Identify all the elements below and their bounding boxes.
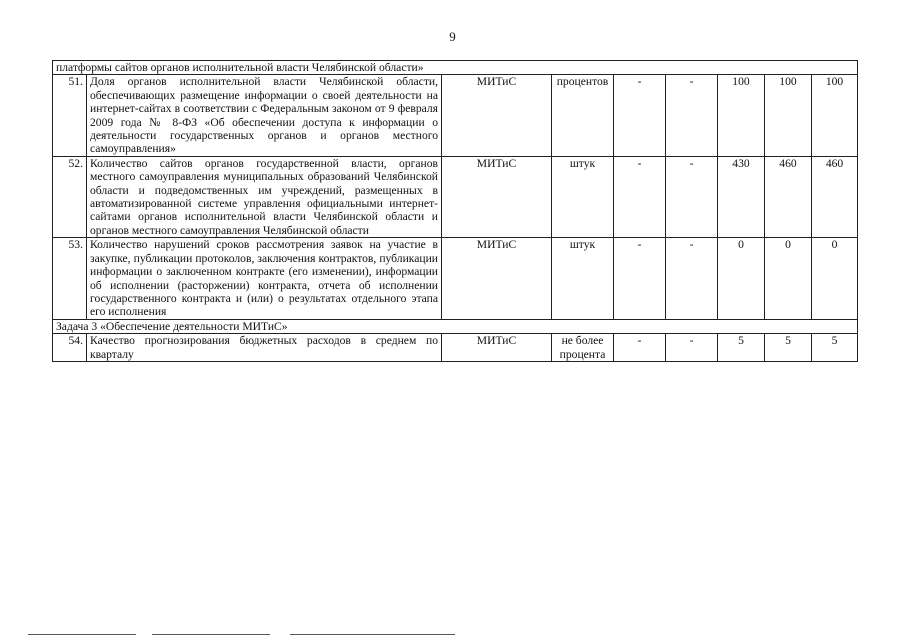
page-number: 9 <box>449 29 456 44</box>
indicator-description: Количество нарушений сроков рассмотрения заявок на участие в закупке, публикации протоколов, заключения контрактов, публикации информации о заключенном контракте (его изменении), информации об исполнении (расторжении) контракта, отчета об исполнении государственного контракта и (или) о результатах отдельного этапа его исполнения <box>87 238 442 319</box>
unit: процентов <box>552 75 614 156</box>
table-row <box>53 334 858 362</box>
row-number: 52. <box>53 156 87 237</box>
responsible: МИТиС <box>442 156 552 237</box>
row-number: 53. <box>53 238 87 319</box>
indicator-description: Качество прогнозирования бюджетных расходов в среднем по кварталу <box>87 334 442 362</box>
table-row-continuation <box>53 61 858 75</box>
value-col-3: 0 <box>718 238 765 319</box>
row-number: 54. <box>53 334 87 362</box>
unit: штук <box>552 238 614 319</box>
value-col-5: 100 <box>812 75 858 156</box>
table-row <box>53 156 858 237</box>
value-col-3: 5 <box>718 334 765 362</box>
table-row-section <box>53 319 858 333</box>
value-col-3: 100 <box>718 75 765 156</box>
table-row <box>53 75 858 156</box>
value-col-5: 0 <box>812 238 858 319</box>
value-col-2: - <box>666 334 718 362</box>
value-col-5: 460 <box>812 156 858 237</box>
responsible: МИТиС <box>442 334 552 362</box>
unit: штук <box>552 156 614 237</box>
footer-divider <box>28 634 136 635</box>
value-col-1: - <box>614 334 666 362</box>
continuation-text: платформы сайтов органов исполнительной власти Челябинской области» <box>53 61 858 75</box>
value-col-1: - <box>614 156 666 237</box>
value-col-4: 0 <box>765 238 812 319</box>
value-col-1: - <box>614 75 666 156</box>
unit: не более процента <box>552 334 614 362</box>
responsible: МИТиС <box>442 238 552 319</box>
table-row <box>53 238 858 319</box>
value-col-2: - <box>666 156 718 237</box>
value-col-5: 5 <box>812 334 858 362</box>
footer-divider <box>290 634 455 635</box>
indicator-description: Количество сайтов органов государственной власти, органов местного самоуправления муниципальных образований Челябинской области и подведомственных им учреждений, размещенных в автоматизированной системе управления официальными интернет-сайтами органов исполнительной власти Челябинской области и органов местного самоуправления Челябинской области <box>87 156 442 237</box>
value-col-2: - <box>666 75 718 156</box>
value-col-2: - <box>666 238 718 319</box>
indicator-description: Доля органов исполнительной власти Челябинской области, обеспечивающих размещение информации о своей деятельности на интернет-сайтах в соответствии с Федеральным законом от 9 февраля 2009 года № 8-ФЗ «Об обеспечении доступа к информации о деятельности государственных органов и органов местного самоуправления» <box>87 75 442 156</box>
value-col-4: 460 <box>765 156 812 237</box>
indicators-table <box>52 60 858 362</box>
responsible: МИТиС <box>442 75 552 156</box>
value-col-3: 430 <box>718 156 765 237</box>
footer-divider <box>152 634 270 635</box>
section-title: Задача 3 «Обеспечение деятельности МИТиС» <box>53 319 858 333</box>
row-number: 51. <box>53 75 87 156</box>
value-col-4: 100 <box>765 75 812 156</box>
value-col-1: - <box>614 238 666 319</box>
value-col-4: 5 <box>765 334 812 362</box>
